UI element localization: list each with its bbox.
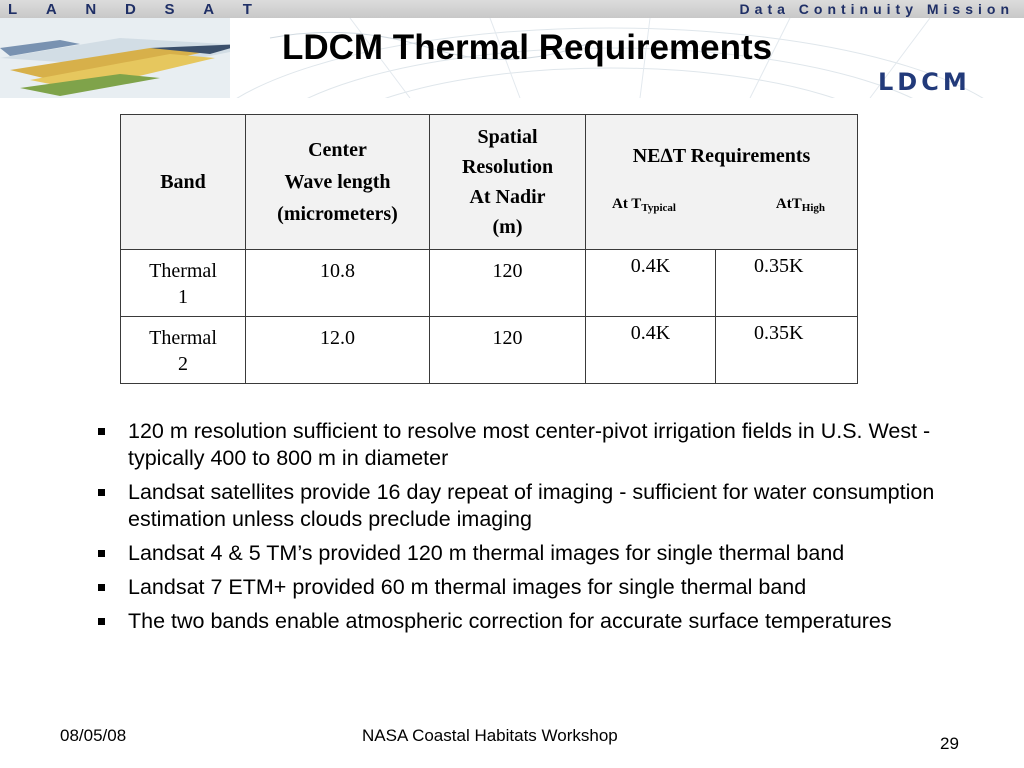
typical-cell: 0.4K xyxy=(586,250,716,316)
bullet-square-icon xyxy=(98,428,105,435)
band-line: Thermal xyxy=(149,260,217,282)
header-banner xyxy=(0,0,1024,19)
table-row xyxy=(121,317,858,384)
landsat-letter: A xyxy=(45,0,57,18)
net-cell xyxy=(586,250,858,317)
landsat-letter: S xyxy=(164,0,175,18)
header-spatial-resolution xyxy=(430,115,586,250)
typical-cell: 0.4K xyxy=(586,317,716,383)
header-net-subheaders xyxy=(586,188,857,224)
landsat-letter: A xyxy=(203,0,215,18)
band-cell xyxy=(121,250,246,317)
band-line: 2 xyxy=(178,353,188,375)
header-center-wavelength xyxy=(246,115,430,250)
header-line: Spatial xyxy=(477,126,538,148)
wavelength-cell: 10.8 xyxy=(246,250,430,317)
header-line: Resolution xyxy=(461,156,554,178)
wavelength-cell: 12.0 xyxy=(246,317,430,384)
list-item xyxy=(96,608,976,635)
bullet-text: The two bands enable atmospheric correction for accurate surface temperatures xyxy=(128,609,892,633)
header-line: Center xyxy=(308,139,367,161)
net-cell xyxy=(586,317,858,384)
bullet-text: Landsat satellites provide 16 day repeat of imaging - sufficient for water consumption estimation unless clouds preclude imaging xyxy=(128,480,935,531)
requirements-table xyxy=(120,114,858,384)
landsat-letter: D xyxy=(124,0,136,18)
resolution-cell: 120 xyxy=(430,317,586,384)
header-typical xyxy=(612,188,676,224)
header-high xyxy=(776,188,825,224)
bullet-text: Landsat 7 ETM+ provided 60 m thermal images for single thermal band xyxy=(128,575,807,599)
landsat-letter: L xyxy=(8,0,18,18)
header-line: At Nadir xyxy=(469,186,546,208)
header-band xyxy=(121,115,246,250)
header-band-label: Band xyxy=(160,171,206,193)
header-typical-prefix: At T xyxy=(612,196,642,212)
footer-date: 08/05/08 xyxy=(60,726,127,745)
mission-wordmark: Data Continuity Mission xyxy=(739,1,1014,17)
band-line: 1 xyxy=(178,286,188,308)
landsat-letter: T xyxy=(242,0,252,18)
bullet-text: Landsat 4 & 5 TM’s provided 120 m thermal images for single thermal band xyxy=(128,541,845,565)
header-line: Wave length xyxy=(284,171,391,193)
header-high-sub: High xyxy=(801,202,825,214)
band-line: Thermal xyxy=(149,327,217,349)
header-net-title: NE∆T Requirements xyxy=(632,145,811,167)
bullet-list xyxy=(96,418,976,642)
header-line: (m) xyxy=(492,216,523,238)
bullet-square-icon xyxy=(98,550,105,557)
band-cell xyxy=(121,317,246,384)
landsat-wordmark xyxy=(0,0,260,18)
high-cell: 0.35K xyxy=(754,255,804,277)
header-line: (micrometers) xyxy=(277,203,398,225)
ldcm-logo: LDCM xyxy=(878,68,971,96)
list-item xyxy=(96,418,976,472)
high-cell: 0.35K xyxy=(754,322,804,344)
list-item xyxy=(96,574,976,601)
bullet-square-icon xyxy=(98,618,105,625)
bullet-square-icon xyxy=(98,489,105,496)
header-typical-sub: Typical xyxy=(641,202,676,214)
resolution-cell: 120 xyxy=(430,250,586,317)
page-number: 29 xyxy=(940,734,959,753)
landsat-letter: N xyxy=(85,0,97,18)
header-net-requirements xyxy=(586,115,858,250)
list-item xyxy=(96,479,976,533)
header-high-prefix: AtT xyxy=(775,196,802,212)
footer-event: NASA Coastal Habitats Workshop xyxy=(362,726,618,745)
slide-title: LDCM Thermal Requirements xyxy=(282,28,773,67)
bullet-text: 120 m resolution sufficient to resolve most center-pivot irrigation fields in U.S. West - typically 400 to 800 m in diameter xyxy=(128,419,931,470)
table-row xyxy=(121,250,858,317)
bullet-square-icon xyxy=(98,584,105,591)
list-item xyxy=(96,540,976,567)
